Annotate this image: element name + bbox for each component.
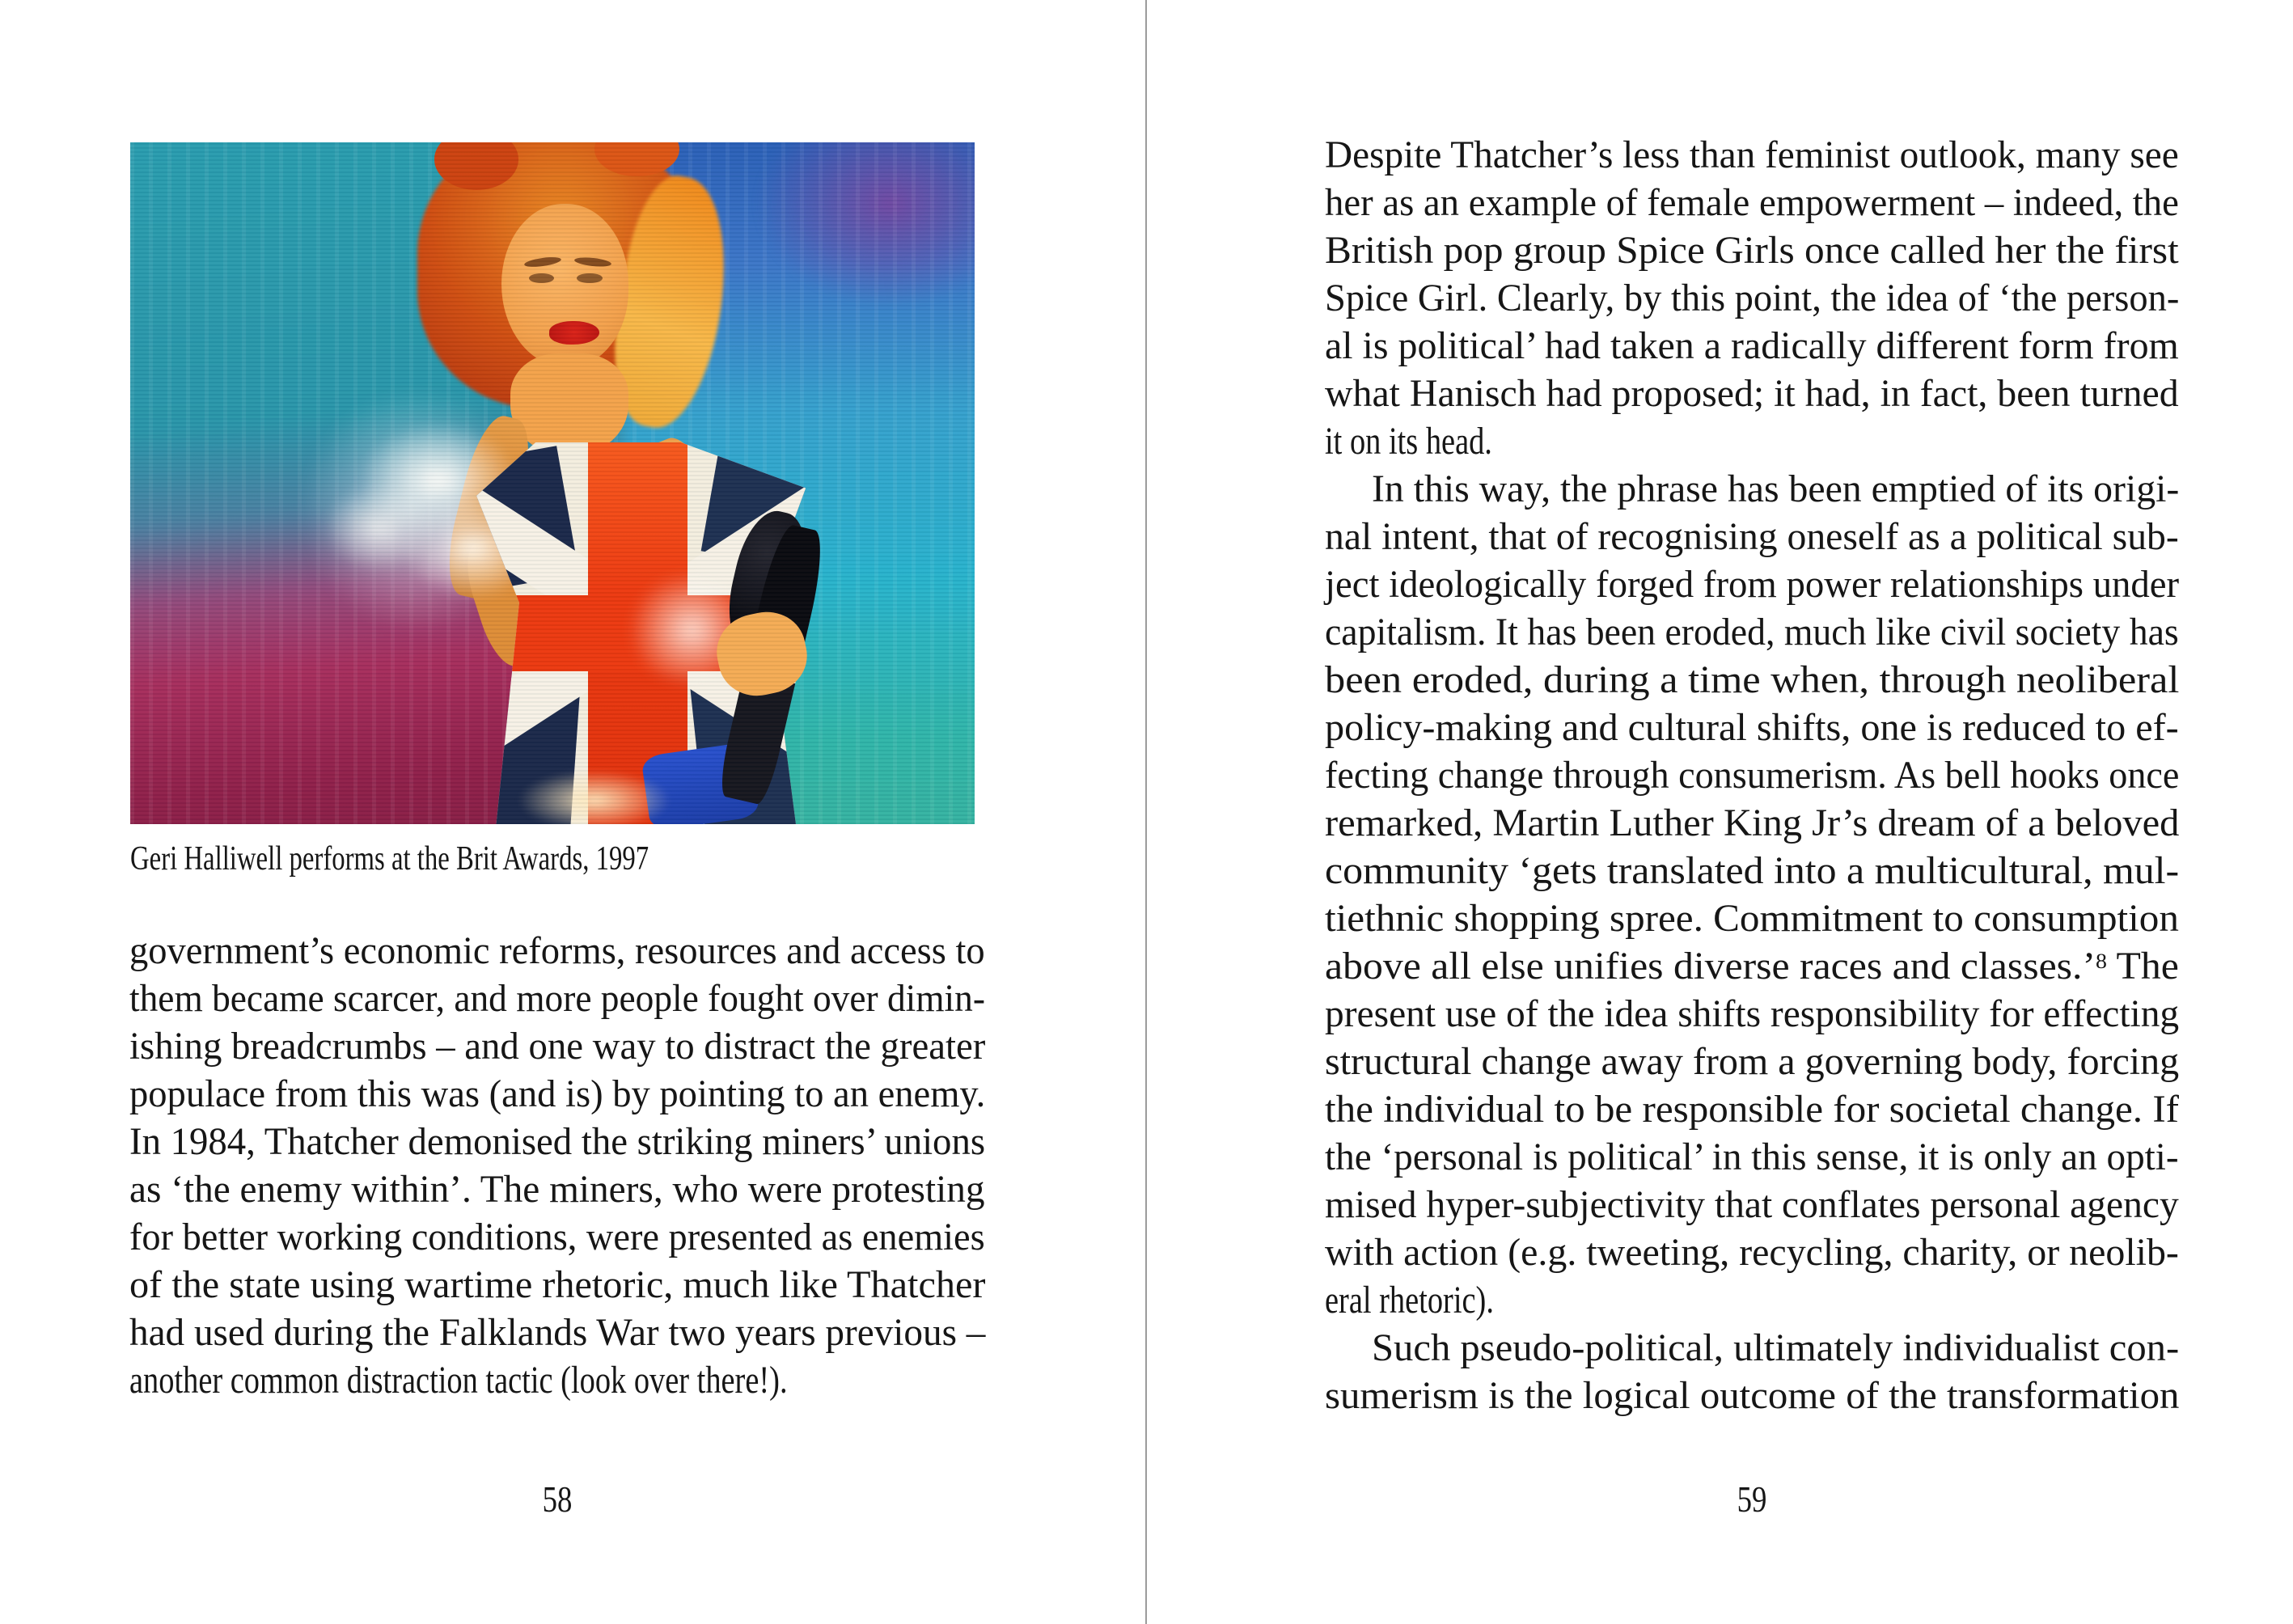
text-line: for better working conditions, were presented as enemies: [129, 1216, 985, 1258]
text-line: eral rhetoric).: [1325, 1279, 1494, 1322]
text-line: al is political’ had taken a radically different form from: [1325, 324, 2179, 367]
text-line: Such pseudo-political, ultimately individualist con-: [1372, 1326, 2180, 1369]
text-line: community ‘gets translated into a multicultural, mul-: [1325, 849, 2180, 892]
text-line: above all else unifies diverse races and classes.’$^8$ The: [1325, 945, 2179, 988]
text-line: ject ideologically forged from power relationships under: [1325, 563, 2180, 606]
text-line: government’s economic reforms, resources and access to: [129, 929, 985, 972]
page-gutter-divider: [1145, 0, 1147, 1624]
text-line: present use of the idea shifts responsibility for effecting: [1325, 992, 2180, 1035]
text-line: Despite Thatcher’s less than feminist outlook, many see: [1325, 133, 2179, 176]
text-line: Spice Girl. Clearly, by this point, the idea of ‘the person-: [1325, 277, 2180, 319]
text-line: policy-making and cultural shifts, one is reduced to ef-: [1325, 706, 2179, 749]
text-line: In 1984, Thatcher demonised the striking miners’ unions: [129, 1120, 986, 1163]
text-line: remarked, Martin Luther King Jr’s dream of a beloved: [1325, 801, 2180, 844]
text-line: mised hyper-subjectivity that conflates personal agency: [1325, 1183, 2179, 1226]
text-line: had used during the Falklands War two years previous –: [129, 1311, 986, 1354]
text-line: tiethnic shopping spree. Commitment to consumption: [1325, 897, 2179, 940]
text-line: sumerism is the logical outcome of the transformation: [1325, 1374, 2180, 1417]
text-line: British pop group Spice Girls once called her the first: [1325, 229, 2179, 272]
text-line: ishing breadcrumbs – and one way to distract the greater: [129, 1025, 986, 1068]
text-line: as ‘the enemy within’. The miners, who were protesting: [129, 1168, 985, 1211]
text-line: structural change away from a governing body, forcing: [1325, 1040, 2180, 1083]
page-number-right: 59: [1737, 1478, 1767, 1520]
text-line: capitalism. It has been eroded, much like civil society has: [1325, 611, 2179, 653]
left-page-text-column: [129, 927, 985, 1404]
page-number-left: 58: [542, 1478, 573, 1520]
text-line: with action (e.g. tweeting, recycling, charity, or neolib-: [1325, 1231, 2179, 1274]
text-line: the individual to be responsible for societal change. If: [1325, 1088, 2180, 1131]
text-line: of the state using wartime rhetoric, much like Thatcher: [129, 1263, 986, 1306]
text-line: it on its head.: [1325, 420, 1492, 463]
text-line: the ‘personal is political’ in this sense, it is only an opti-: [1325, 1136, 2179, 1178]
text-line: what Hanisch had proposed; it had, in fact, been turned: [1325, 372, 2179, 415]
photo-geri-halliwell: [130, 142, 975, 824]
text-line: been eroded, during a time when, through neoliberal: [1325, 658, 2180, 701]
text-line: populace from this was (and is) by pointing to an enemy.: [129, 1072, 986, 1115]
text-line: fecting change through consumerism. As bell hooks once: [1325, 754, 2180, 797]
photo-caption: [130, 838, 795, 880]
text-line: her as an example of female empowerment – indeed, the: [1325, 181, 2179, 224]
text-line: another common distraction tactic (look over there!).: [129, 1359, 788, 1402]
right-page-text-column: [1325, 131, 2179, 1419]
text-line: them became scarcer, and more people fought over dimin-: [129, 977, 985, 1020]
text-line: In this way, the phrase has been emptied of its origi-: [1372, 467, 2180, 510]
text-line: nal intent, that of recognising oneself as a political sub-: [1325, 515, 2179, 558]
photo-caption-text: Geri Halliwell performs at the Brit Awards, 1997: [130, 840, 649, 878]
print-texture-overlay: [130, 142, 975, 824]
